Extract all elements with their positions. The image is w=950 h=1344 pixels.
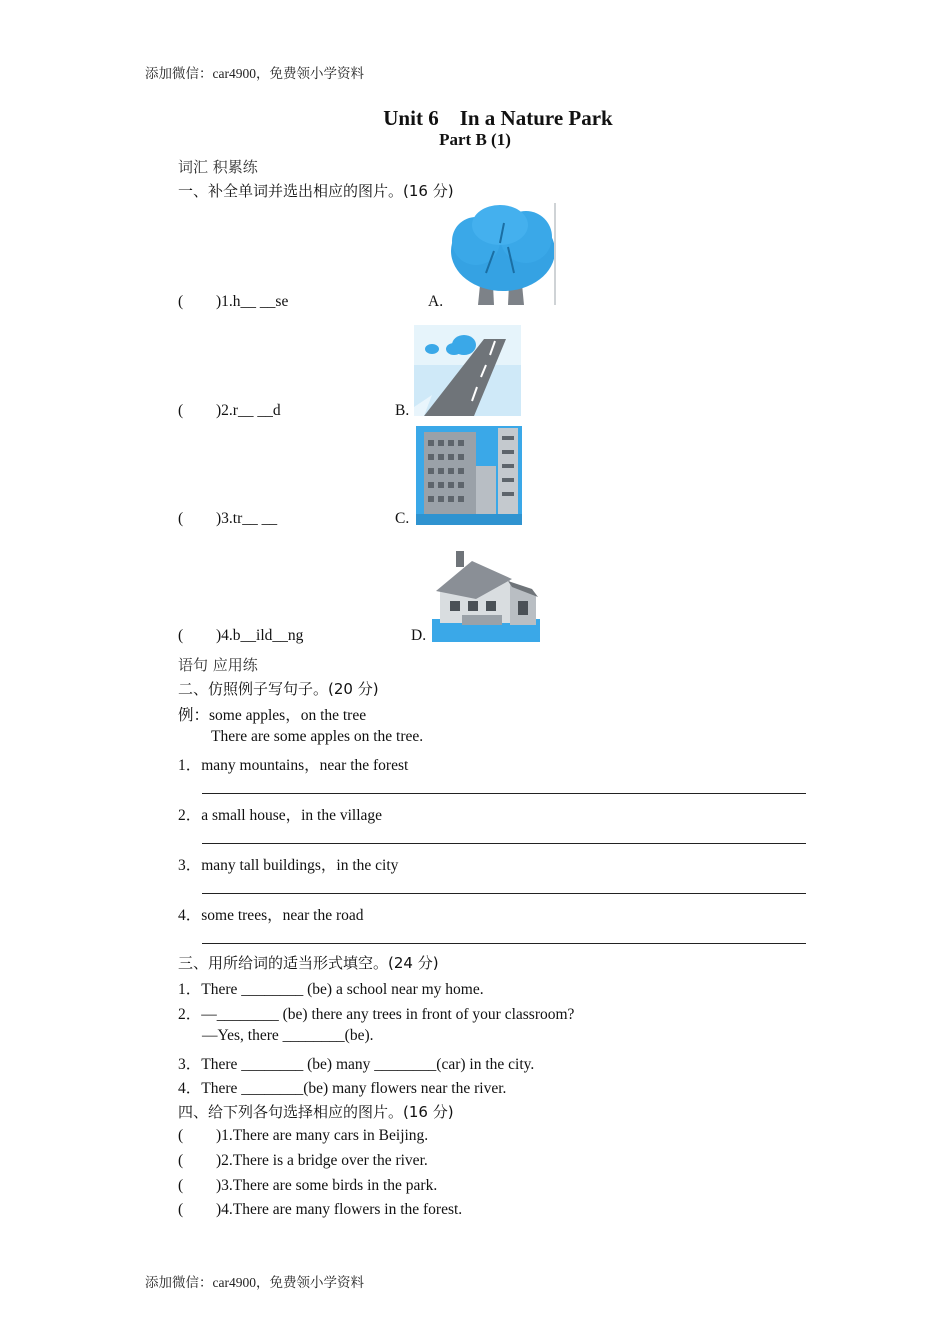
answer-paren[interactable]: ( <box>178 1152 184 1169</box>
page-title: Unit 6 In a Nature Park <box>383 106 613 130</box>
header-watermark: 添加微信：car4900，免费领小学资料 <box>145 66 364 81</box>
item-text: )1.There are many cars in Beijing. <box>216 1127 429 1144</box>
section2-heading: 二、仿照例子写句子。(20 分) <box>178 680 379 698</box>
answer-paren[interactable]: ( <box>178 293 184 310</box>
sentence-section-label: 语句 应用练 <box>178 656 258 674</box>
answer-line[interactable] <box>202 793 806 794</box>
fill-blank-line: 3．There ________ (be) many ________(car) in the city. <box>178 1056 535 1073</box>
option-label: A. <box>428 293 444 310</box>
answer-line[interactable] <box>202 943 806 944</box>
section2-item: 2．a small house，in the village <box>178 807 383 824</box>
vocab-section-label: 词汇 积累练 <box>178 158 258 176</box>
tree-picture <box>448 203 558 305</box>
answer-paren[interactable]: ( <box>178 1177 184 1194</box>
example-prompt: 例：some apples，on the tree <box>178 707 367 724</box>
item-text: )1.h__ __se <box>216 293 289 310</box>
fill-blank-line: 1．There ________ (be) a school near my home. <box>178 981 484 998</box>
section2-item: 3．many tall buildings，in the city <box>178 857 399 874</box>
item-text: )2.r__ __d <box>216 402 281 419</box>
section2-item: 4．some trees，near the road <box>178 907 364 924</box>
house-picture <box>432 549 540 642</box>
example-answer: There are some apples on the tree. <box>211 728 424 745</box>
footer-watermark: 添加微信：car4900，免费领小学资料 <box>145 1275 364 1290</box>
item-text: )4.There are many flowers in the forest. <box>216 1201 463 1218</box>
buildings-picture <box>416 426 522 525</box>
answer-paren[interactable]: ( <box>178 1127 184 1144</box>
option-label: D. <box>411 627 427 644</box>
item-text: )2.There is a bridge over the river. <box>216 1152 428 1169</box>
answer-line[interactable] <box>202 843 806 844</box>
fill-blank-line: 4．There ________(be) many flowers near the river. <box>178 1080 507 1097</box>
item-text: )4.b__ild__ng <box>216 627 304 644</box>
option-label: B. <box>395 402 410 419</box>
item-text: )3.There are some birds in the park. <box>216 1177 438 1194</box>
section3-heading: 三、用所给词的适当形式填空。(24 分) <box>178 954 439 972</box>
answer-paren[interactable]: ( <box>178 510 184 527</box>
fill-blank-line: —Yes, there ________(be). <box>202 1027 374 1044</box>
section2-item: 1．many mountains，near the forest <box>178 757 409 774</box>
section4-heading: 四、给下列各句选择相应的图片。(16 分) <box>178 1103 454 1121</box>
answer-paren[interactable]: ( <box>178 627 184 644</box>
road-picture <box>414 325 521 416</box>
answer-paren[interactable]: ( <box>178 402 184 419</box>
answer-line[interactable] <box>202 893 806 894</box>
page-subtitle: Part B (1) <box>439 130 511 149</box>
answer-paren[interactable]: ( <box>178 1201 184 1218</box>
item-text: )3.tr__ __ <box>216 510 278 527</box>
option-label: C. <box>395 510 410 527</box>
fill-blank-line: 2．—________ (be) there any trees in front of your classroom? <box>178 1006 575 1023</box>
section1-heading: 一、补全单词并选出相应的图片。(16 分) <box>178 182 454 200</box>
